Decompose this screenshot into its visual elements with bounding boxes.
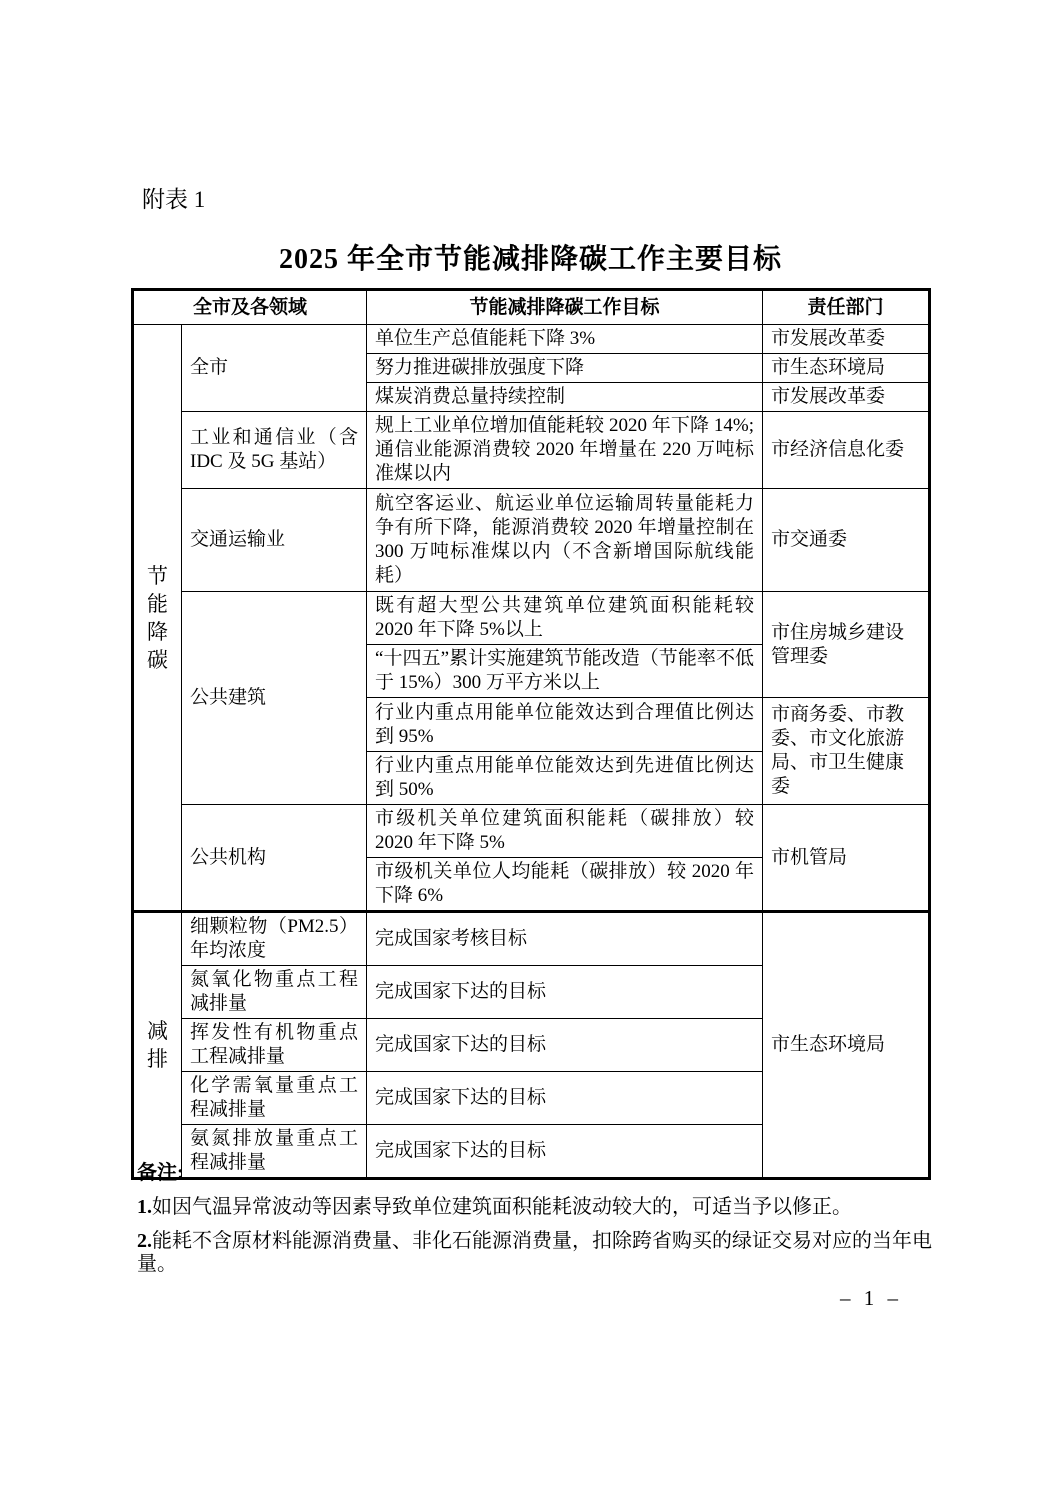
notes-section: [137, 1161, 937, 1276]
cell-category: 公共建筑: [182, 592, 367, 805]
section-label-text: 减排: [147, 1019, 168, 1071]
targets-table: [131, 288, 931, 1180]
cell-department: 市交通委: [763, 489, 930, 592]
header-target: 节能减排降碳工作目标: [367, 290, 763, 325]
header-department: 责任部门: [763, 290, 930, 325]
cell-category: 交通运输业: [182, 489, 367, 592]
cell-target: 完成国家下达的目标: [367, 1125, 763, 1179]
cell-target: 单位生产总值能耗下降 3%: [367, 325, 763, 354]
notes-label: 备注:: [137, 1162, 184, 1184]
table-row: [133, 912, 930, 966]
table-row: [133, 592, 930, 645]
table-row: [133, 412, 930, 489]
table-row: [133, 805, 930, 858]
cell-category: 氮氧化物重点工程减排量: [182, 966, 367, 1019]
cell-department: 市发展改革委: [763, 325, 930, 354]
cell-target: 完成国家考核目标: [367, 912, 763, 966]
cell-target: 市级机关单位建筑面积能耗（碳排放）较 2020 年下降 5%: [367, 805, 763, 858]
cell-category: 细颗粒物（PM2.5）年均浓度: [182, 912, 367, 966]
cell-target: 行业内重点用能单位能效达到合理值比例达到 95%: [367, 698, 763, 752]
note-item: [137, 1196, 937, 1219]
cell-department: 市经济信息化委: [763, 412, 930, 489]
cell-target: 市级机关单位人均能耗（碳排放）较 2020 年下降 6%: [367, 858, 763, 912]
table-row: [133, 325, 930, 354]
note-number: 2.: [137, 1230, 152, 1252]
section-label-text: 节能降碳: [147, 563, 168, 672]
note-item: [137, 1230, 937, 1276]
note-number: 1.: [137, 1196, 152, 1218]
cell-department: 市商务委、市教委、市文化旅游局、市卫生健康委: [763, 698, 930, 805]
cell-target: 完成国家下达的目标: [367, 966, 763, 1019]
section-label-emission-reduction: [133, 912, 182, 1179]
page-title: 2025 年全市节能减排降碳工作主要目标: [278, 244, 782, 275]
cell-target: 完成国家下达的目标: [367, 1019, 763, 1072]
header-area: 全市及各领域: [133, 290, 367, 325]
cell-target: 既有超大型公共建筑单位建筑面积能耗较 2020 年下降 5%以上: [367, 592, 763, 645]
cell-category: 化学需氧量重点工程减排量: [182, 1072, 367, 1125]
cell-category: 氨氮排放量重点工程减排量: [182, 1125, 367, 1179]
section-label-energy-saving: [133, 325, 182, 912]
cell-category: 全市: [182, 325, 367, 412]
cell-target: 完成国家下达的目标: [367, 1072, 763, 1125]
cell-category: 挥发性有机物重点工程减排量: [182, 1019, 367, 1072]
cell-department: 市住房城乡建设管理委: [763, 592, 930, 698]
cell-target: 煤炭消费总量持续控制: [367, 383, 763, 412]
cell-department: 市发展改革委: [763, 383, 930, 412]
cell-category: 工业和通信业（含 IDC 及 5G 基站）: [182, 412, 367, 489]
cell-department: 市机管局: [763, 805, 930, 912]
cell-target: 努力推进碳排放强度下降: [367, 354, 763, 383]
cell-department: 市生态环境局: [763, 912, 930, 1179]
note-text: 如因气温异常波动等因素导致单位建筑面积能耗波动较大的，可适当予以修正。: [152, 1196, 852, 1218]
cell-target: 航空客运业、航运业单位运输周转量能耗力争有所下降，能源消费较 2020 年增量控制在 300 万吨标准煤以内（不含新增国际航线能耗）: [367, 489, 763, 592]
cell-category: 公共机构: [182, 805, 367, 912]
table-header-row: [133, 290, 930, 325]
cell-target: 规上工业单位增加值能耗较 2020 年下降 14%; 通信业能源消费较 2020 年增量在 220 万吨标准煤以内: [367, 412, 763, 489]
cell-target: “十四五”累计实施建筑节能改造（节能率不低于 15%）300 万平方米以上: [367, 645, 763, 698]
attachment-label: 附表 1: [142, 187, 206, 212]
cell-target: 行业内重点用能单位能效达到先进值比例达到 50%: [367, 752, 763, 805]
table-row: [133, 489, 930, 592]
cell-department: 市生态环境局: [763, 354, 930, 383]
page-number: – 1 –: [840, 1286, 902, 1310]
note-text: 能耗不含原材料能源消费量、非化石能源消费量，扣除跨省购买的绿证交易对应的当年电量。: [137, 1230, 932, 1275]
